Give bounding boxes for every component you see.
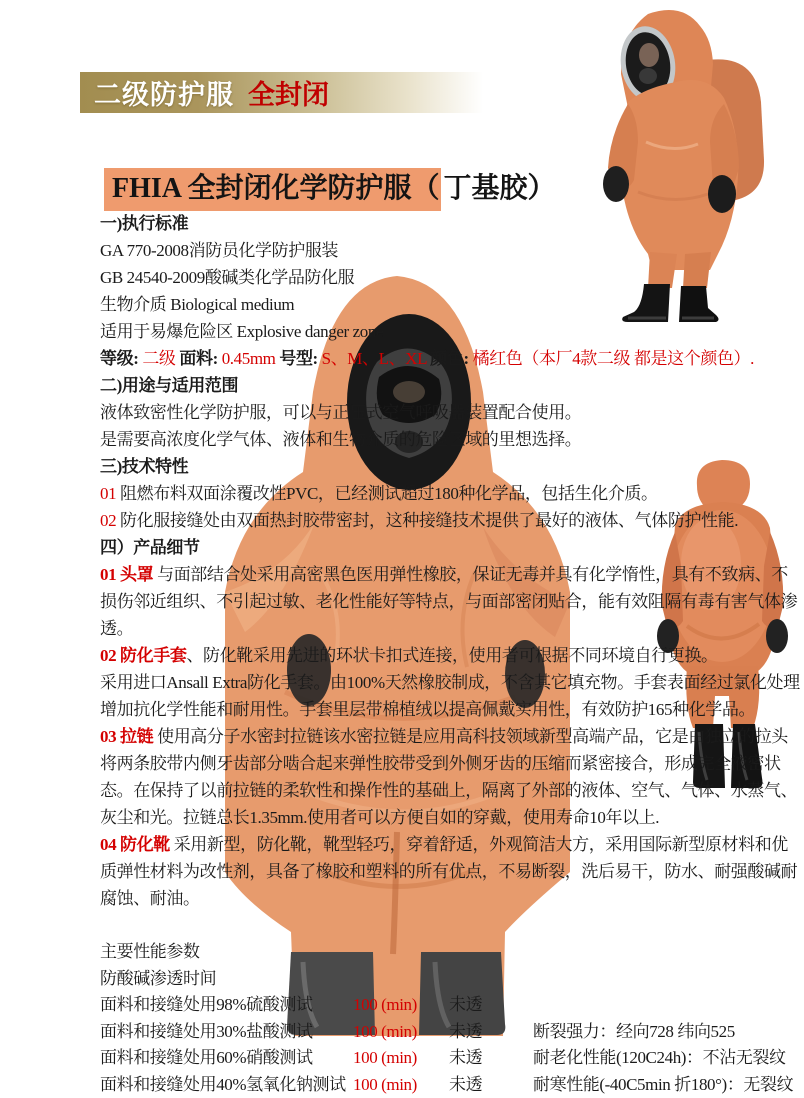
right-glove <box>708 175 736 213</box>
spec-value-color: 橘红色（本厂4款二级 都是这个颜色）. <box>473 349 754 368</box>
tech-item <box>100 507 804 534</box>
spec-value-size: S、M、L、XL <box>322 349 431 368</box>
usage-line: 液体致密性化学防护服，可以与正压式空气呼吸器装置配合使用。 <box>100 399 804 426</box>
perf-result: 未透 <box>449 1072 533 1098</box>
spec-value-fabric: 0.45mm <box>222 349 280 368</box>
performance-row <box>100 1045 804 1072</box>
performance-row <box>100 1019 804 1046</box>
content-column <box>100 210 804 1098</box>
tech-item-number: 01 <box>100 484 116 503</box>
detail-text: 、防化靴采用先进的环状卡扣式连接，使用者可根据不同环境自行更换。 <box>186 646 717 665</box>
details-heading: 四）产品细节 <box>100 534 804 561</box>
perf-time: 100 (min) <box>353 1019 449 1046</box>
perf-time: 100 (min) <box>353 1045 449 1072</box>
performance-row <box>100 992 804 1019</box>
banner <box>80 72 500 113</box>
spec-value-grade: 二级 <box>142 349 179 368</box>
tech-heading: 三)技术特性 <box>100 453 804 480</box>
perf-test: 面料和接缝处用60%硝酸测试 <box>100 1045 353 1072</box>
standards-line: 生物介质 Biological medium <box>100 291 804 318</box>
perf-test: 面料和接缝处用40%氢氧化钠测试 <box>100 1072 353 1098</box>
standards-heading: 一)执行标准 <box>100 210 804 237</box>
detail-item <box>100 831 804 912</box>
detail-lead: 04 防化靴 <box>100 835 170 854</box>
perf-time: 100 (min) <box>353 992 449 1019</box>
detail-item <box>100 561 804 642</box>
standards-line: GB 24540-2009酸碱类化学品防化服 <box>100 264 804 291</box>
spec-label-grade: 等级: <box>100 349 142 368</box>
page-title <box>104 166 555 206</box>
usage-line: 是需要高浓度化学气体、液体和生物介质的危险区域的里想选择。 <box>100 426 804 453</box>
title-highlighted-part: FHIA 全封闭化学防护服（ <box>104 168 441 211</box>
performance-subheading: 防酸碱渗透时间 <box>100 965 804 992</box>
banner-title: 二级防护服 <box>94 73 234 112</box>
title-plain-part: 丁基胶） <box>441 173 555 204</box>
perf-extra: 耐寒性能(-40C5min 折180°)：无裂纹 <box>533 1072 804 1098</box>
perf-extra: 耐老化性能(120C24h)：不沾无裂纹 <box>533 1045 804 1072</box>
perf-time: 100 (min) <box>353 1072 449 1098</box>
detail-text: 采用新型，防化靴，靴型轻巧，穿着舒适，外观简洁大方，采用国际新型原材料和优质弹性材料为改性剂，具备了橡胶和塑料的所有优点，不易断裂，洗后易干，防水、耐强酸碱耐腐蚀、耐油。 <box>100 835 797 908</box>
detail-item <box>100 669 804 723</box>
detail-lead: 02 防化手套 <box>100 646 186 665</box>
performance-heading: 主要性能参数 <box>100 938 804 965</box>
perf-extra: 断裂强力：经向728 纬向525 <box>533 1019 804 1046</box>
perf-extra <box>533 992 804 1019</box>
detail-item <box>100 642 804 669</box>
perf-test: 面料和接缝处用98%硫酸测试 <box>100 992 353 1019</box>
usage-heading: 二)用途与适用范围 <box>100 372 804 399</box>
perf-result: 未透 <box>449 1045 533 1072</box>
standards-line: 适用于易爆危险区 Explosive danger zone <box>100 318 804 345</box>
detail-item <box>100 723 804 831</box>
tech-item-number: 02 <box>100 511 116 530</box>
left-glove <box>603 166 629 202</box>
tech-item-text: 防化服接缝处由双面热封胶带密封，这种接缝技术提供了最好的液体、气体防护性能. <box>116 511 738 530</box>
performance-row <box>100 1072 804 1098</box>
detail-lead: 01 头罩 <box>100 565 153 584</box>
perf-result: 未透 <box>449 1019 533 1046</box>
spec-label-color: 颜色: <box>430 349 472 368</box>
spec-label-fabric: 面料: <box>179 349 221 368</box>
banner-accent-label: 全封闭 <box>248 73 329 112</box>
tech-item-text: 阻燃布料双面涂覆改性PVC，已经测试超过180种化学品，包括生化介质。 <box>116 484 657 503</box>
spec-line <box>100 345 804 372</box>
tech-item <box>100 480 804 507</box>
detail-text: 使用高分子水密封拉链该水密拉链是应用高科技领域新型高端产品，它是由独立的拉头将两条胶带内侧牙齿部分啮合起来弹性胶带受到外侧牙齿的压缩而紧密接合，形成完全液密状态。在保持了以前拉链的柔软性和操作性的基础上，隔离了外部的液体、空气、气体、水蒸气、灰尘和光。拉链总长1.35mm.使用者可以方便自如的穿戴，使用寿命10年以上. <box>100 727 797 827</box>
detail-text: 采用进口Ansall Extra防化手套。由100%天然橡胶制成，不含其它填充物。手套表面经过氯化处理增加抗化学性能和耐用性。手套里层带棉植绒以提高佩戴实用性，有效防护165种化学品。 <box>100 673 800 719</box>
standards-line: GA 770-2008消防员化学防护服装 <box>100 237 804 264</box>
detail-text: 与面部结合处采用高密黑色医用弹性橡胶，保证无毒并具有化学惰性，具有不致病、不损伤邻近组织、不引起过敏、老化性能好等特点，与面部密闭贴合，能有效阻隔有毒有害气体渗透。 <box>100 565 797 638</box>
perf-result: 未透 <box>449 992 533 1019</box>
perf-test: 面料和接缝处用30%盐酸测试 <box>100 1019 353 1046</box>
spec-label-size: 号型: <box>279 349 321 368</box>
detail-lead: 03 拉链 <box>100 727 153 746</box>
